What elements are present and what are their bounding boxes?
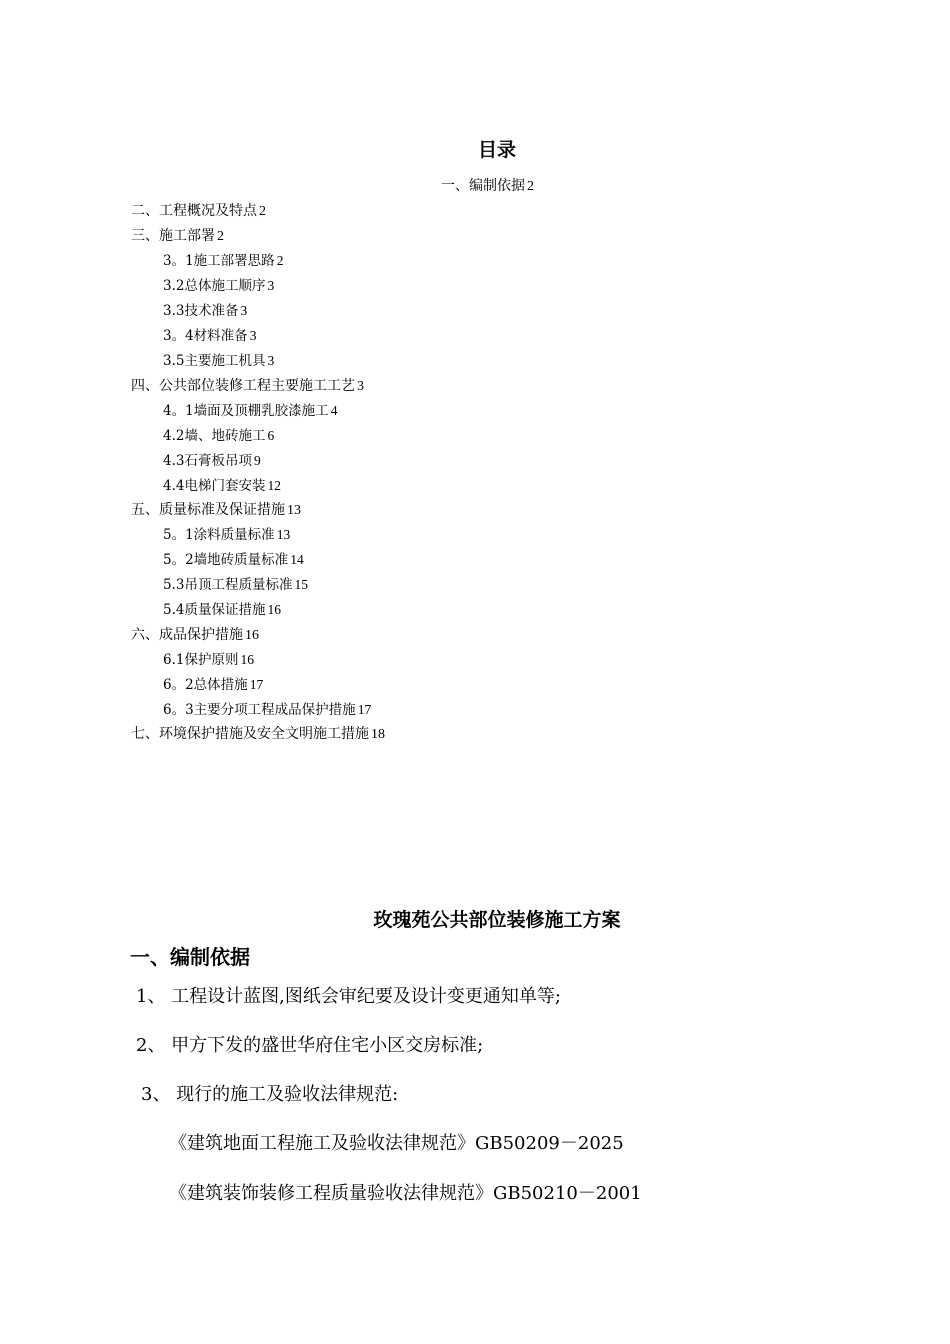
toc-entry[interactable]: 四、公共部位装修工程主要施工工艺 3 xyxy=(131,378,364,394)
toc-entry[interactable]: 6.1保护原则 16 xyxy=(163,652,254,668)
basis-item: 1、 工程设计蓝图,图纸会审纪要及设计变更通知单等; xyxy=(136,986,561,1007)
toc-entry[interactable]: 6。3主要分项工程成品保护措施 17 xyxy=(163,702,372,718)
basis-item: 2、 甲方下发的盛世华府住宅小区交房标准; xyxy=(136,1035,484,1056)
toc-entry[interactable]: 4。1墙面及顶棚乳胶漆施工 4 xyxy=(163,403,338,419)
toc-entry[interactable]: 5.4质量保证措施 16 xyxy=(163,602,281,618)
toc-entry[interactable]: 3.3技术准备 3 xyxy=(163,303,248,319)
toc-entry[interactable]: 5。1涂料质量标准 13 xyxy=(163,527,291,543)
toc-entry[interactable]: 3。1施工部署思路 2 xyxy=(163,253,284,269)
toc-entry[interactable]: 6。2总体措施 17 xyxy=(163,677,264,693)
toc-entry[interactable]: 一、编制依据 2 xyxy=(441,178,534,194)
toc-entry[interactable]: 二、工程概况及特点 2 xyxy=(131,203,266,219)
section-heading: 一、编制依据 xyxy=(130,945,250,969)
toc-entry[interactable]: 3.5主要施工机具 3 xyxy=(163,353,275,369)
toc-entry[interactable]: 3。4材料准备 3 xyxy=(163,328,257,344)
standard-reference: 《建筑装饰装修工程质量验收法律规范》GB50210－2001 xyxy=(169,1183,642,1204)
toc-entry[interactable]: 5.3吊顶工程质量标准 15 xyxy=(163,577,308,593)
toc-entry[interactable]: 4.2墙、地砖施工 6 xyxy=(163,428,275,444)
document-title: 玫瑰苑公共部位装修施工方案 xyxy=(373,909,621,931)
toc-entry[interactable]: 5。2墙地砖质量标准 14 xyxy=(163,552,304,568)
toc-entry[interactable]: 三、施工部署 2 xyxy=(131,228,224,244)
toc-entry[interactable]: 七、环境保护措施及安全文明施工措施 18 xyxy=(131,726,385,742)
toc-entry[interactable]: 六、成品保护措施 16 xyxy=(131,627,259,643)
basis-item: 3、 现行的施工及验收法律规范: xyxy=(141,1084,399,1105)
toc-entry[interactable]: 4.3石膏板吊项 9 xyxy=(163,453,261,469)
toc-title: 目录 xyxy=(477,139,516,161)
toc-entry[interactable]: 3.2总体施工顺序 3 xyxy=(163,278,275,294)
toc-entry[interactable]: 五、质量标准及保证措施 13 xyxy=(131,502,301,518)
standard-reference: 《建筑地面工程施工及验收法律规范》GB50209－2025 xyxy=(169,1133,624,1154)
toc-entry[interactable]: 4.4电梯门套安装 12 xyxy=(163,478,281,494)
